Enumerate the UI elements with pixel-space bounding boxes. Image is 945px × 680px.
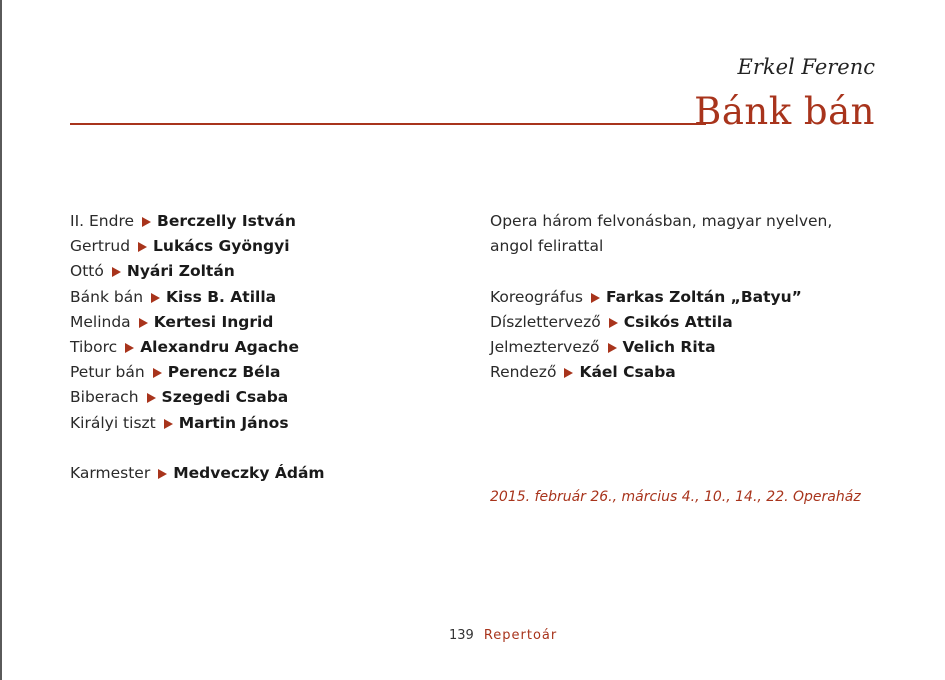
arrow-icon: [564, 368, 573, 378]
page-footer: [449, 628, 557, 643]
arrow-icon: [125, 343, 134, 353]
credit-name: Farkas Zoltán „Batyu”: [606, 287, 802, 306]
cast-name: Perencz Béla: [167, 363, 281, 382]
cast-entry: [70, 360, 325, 385]
cast-entry: [70, 285, 325, 310]
cast-name: Nyári Zoltán: [126, 262, 235, 281]
cast-entry: [70, 411, 325, 436]
page-edge: [0, 0, 2, 680]
cast-entry: [70, 234, 325, 259]
arrow-icon: [138, 242, 147, 252]
spacer: [490, 259, 832, 284]
cast-role: Ottó: [70, 262, 104, 281]
conductor-role: Karmester: [70, 463, 151, 482]
cast-entry: [70, 385, 325, 410]
credits-list: [490, 209, 832, 385]
cast-name: Kiss B. Atilla: [166, 287, 277, 306]
conductor-name: Medveczky Ádám: [173, 463, 325, 482]
credit-role: Rendező: [490, 363, 557, 382]
arrow-icon: [139, 318, 148, 328]
cast-entry: [70, 335, 325, 360]
cast-entry: [70, 259, 325, 284]
credit-entry: [490, 360, 832, 385]
description-line: angol felirattal: [490, 237, 604, 256]
arrow-icon: [147, 393, 156, 403]
cast-name: Martin János: [178, 413, 289, 432]
arrow-icon: [609, 318, 618, 328]
cast-role: Biberach: [70, 388, 139, 407]
page-title: Bánk bán: [694, 90, 875, 133]
arrow-icon: [151, 293, 160, 303]
credit-role: Koreográfus: [490, 287, 583, 306]
credit-entry: [490, 285, 832, 310]
page-number: 139: [449, 628, 474, 643]
cast-name: Lukács Gyöngyi: [153, 237, 290, 256]
cast-entry: [70, 209, 325, 234]
cast-list: [70, 209, 325, 486]
performance-dates: 2015. február 26., március 4., 10., 14., 22. Operaház: [490, 489, 861, 505]
conductor-entry: [70, 461, 325, 486]
credit-name: Káel Csaba: [579, 363, 676, 382]
arrow-icon: [608, 343, 617, 353]
cast-role: Melinda: [70, 312, 131, 331]
cast-role: II. Endre: [70, 212, 135, 230]
cast-role: Gertrud: [70, 237, 131, 256]
cast-name: Szegedi Csaba: [161, 388, 289, 407]
spacer: [70, 436, 325, 461]
credit-role: Jelmeztervező: [490, 337, 600, 356]
credit-entry: [490, 335, 832, 360]
cast-role: Királyi tiszt: [70, 413, 156, 432]
title-rule: [70, 123, 706, 125]
section-name: Repertoár: [483, 628, 558, 643]
cast-name: Alexandru Agache: [140, 337, 299, 356]
cast-name: Berczelly István: [157, 212, 296, 230]
arrow-icon: [164, 419, 173, 429]
arrow-icon: [112, 267, 121, 277]
cast-role: Petur bán: [70, 363, 145, 382]
arrow-icon: [153, 368, 162, 378]
cast-role: Tiborc: [70, 337, 118, 356]
description-line: Opera három felvonásban, magyar nyelven,: [490, 212, 833, 230]
arrow-icon: [158, 469, 167, 479]
arrow-icon: [591, 293, 600, 303]
cast-entry: [70, 310, 325, 335]
cast-role: Bánk bán: [70, 287, 144, 306]
credit-name: Velich Rita: [622, 337, 716, 356]
arrow-icon: [142, 217, 151, 227]
cast-name: Kertesi Ingrid: [153, 312, 274, 331]
credit-role: Díszlettervező: [490, 312, 601, 331]
credit-name: Csikós Attila: [623, 312, 733, 331]
composer-name: Erkel Ferenc: [737, 55, 875, 79]
credit-entry: [490, 310, 832, 335]
